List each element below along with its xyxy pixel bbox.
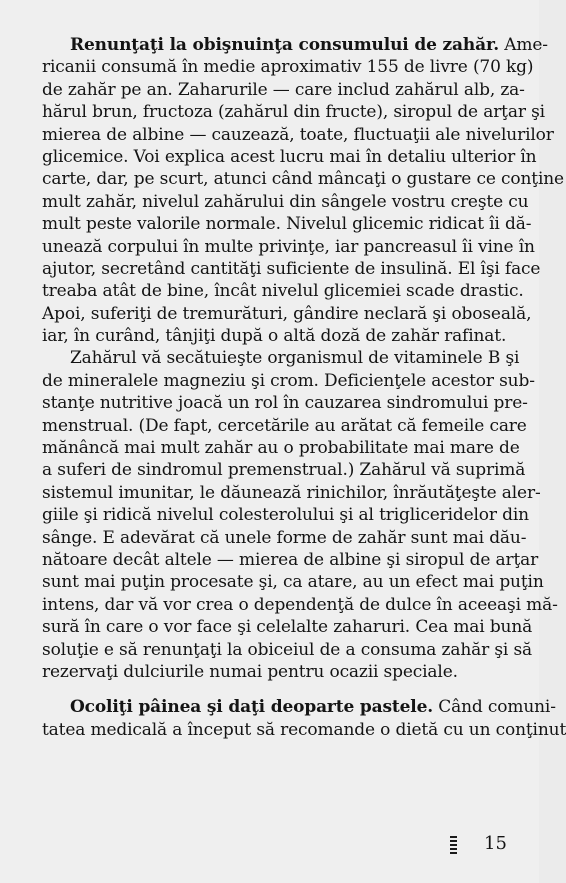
- body-text: [42, 34, 566, 741]
- text-line: mult peste valorile normale. Nivelul glicemic ridicat îi dă-: [42, 214, 532, 235]
- text-line: menstrual. (De fapt, cercetările au arătat că femeile care: [42, 415, 527, 436]
- text-line: iar, în curând, tânjiţi după o altă doză de zahăr rafinat.: [42, 326, 507, 347]
- text-line: Zahărul vă secătuieşte organismul de vitaminele B şi: [70, 348, 520, 369]
- text-line: sură în care o vor face şi celelalte zaharuri. Cea mai bună: [42, 617, 533, 638]
- paragraph-heading: Ocoliţi pâinea şi daţi deoparte pastele.: [70, 697, 434, 718]
- page-number: 15: [484, 833, 507, 854]
- text-line: a suferi de sindromul premenstrual.) Zahărul vă suprimă: [42, 460, 526, 481]
- text-line: sistemul imunitar, le dăunează rinichilor, înrăutăţeşte aler-: [42, 482, 541, 503]
- paragraph-heading: Renunţaţi la obişnuinţa consumului de zahăr.: [70, 35, 499, 55]
- text-line: hărul brun, fructoza (zahărul din fructe), siropul de arţar şi: [42, 102, 545, 123]
- section-marker-icon: [450, 836, 457, 856]
- text-line: de zahăr pe an. Zaharurile — care includ zahărul alb, za-: [42, 79, 525, 100]
- text-line: de mineralele magneziu şi crom. Deficienţele acestor sub-: [42, 370, 535, 391]
- text-line: rezervaţi dulciurile numai pentru ocazii speciale.: [42, 661, 458, 682]
- text-line: carte, dar, pe scurt, atunci când mâncaţi o gustare ce conţine: [42, 169, 564, 190]
- text-line: treaba atât de bine, încât nivelul glicemiei scade drastic.: [42, 281, 524, 302]
- text-line: glicemice. Voi explica acest lucru mai în detaliu ulterior în: [42, 146, 537, 167]
- text-line: Renunţaţi la obişnuinţa consumului de zahăr. Ame-: [70, 35, 548, 55]
- paragraph-sugar-habit: [42, 34, 564, 347]
- paragraph-spacer: [42, 683, 514, 696]
- text-line: mult zahăr, nivelul zahărului din sângele vostru creşte cu: [42, 191, 529, 212]
- text-line: ricanii consumă în medie aproximativ 155 de livre (70 kg): [42, 57, 534, 78]
- text-line: ajutor, secretând cantităţi suficiente de insulină. El îşi face: [42, 258, 541, 279]
- paragraph-sugar-effects: [42, 347, 558, 683]
- page-footer: [0, 832, 539, 862]
- text-line: mănâncă mai mult zahăr au o probabilitate mai mare de: [42, 438, 520, 459]
- text-line: sânge. E adevărat că unele forme de zahăr sunt mai dău-: [42, 527, 527, 548]
- text-line: intens, dar vă vor crea o dependenţă de dulce în aceeaşi mă-: [42, 594, 558, 615]
- text-line: soluţie e să renunţaţi la obiceiul de a consuma zahăr şi să: [42, 639, 533, 660]
- text-line: unează corpului în multe privinţe, iar pancreasul îi vine în: [42, 236, 535, 257]
- text-line: tatea medicală a început să recomande o dietă cu un conţinut: [42, 719, 566, 740]
- text-line: giile şi ridică nivelul colesterolului şi al trigliceridelor din: [42, 505, 529, 526]
- text-line: Apoi, suferiţi de tremurături, gândire neclară şi oboseală,: [42, 303, 532, 324]
- text-line: stanţe nutritive joacă un rol în cauzarea sindromului pre-: [42, 393, 528, 414]
- text-line: mierea de albine — cauzează, toate, fluctuaţii ale nivelurilor: [42, 124, 554, 145]
- text-line: Ocoliţi pâinea şi daţi deoparte pastele. Când comuni-: [70, 697, 556, 718]
- paragraph-bread-pasta: [42, 696, 566, 741]
- text-line: nătoare decât altele — mierea de albine şi siropul de arţar: [42, 549, 539, 570]
- text-line: sunt mai puţin procesate şi, ca atare, au un efect mai puţin: [42, 572, 544, 593]
